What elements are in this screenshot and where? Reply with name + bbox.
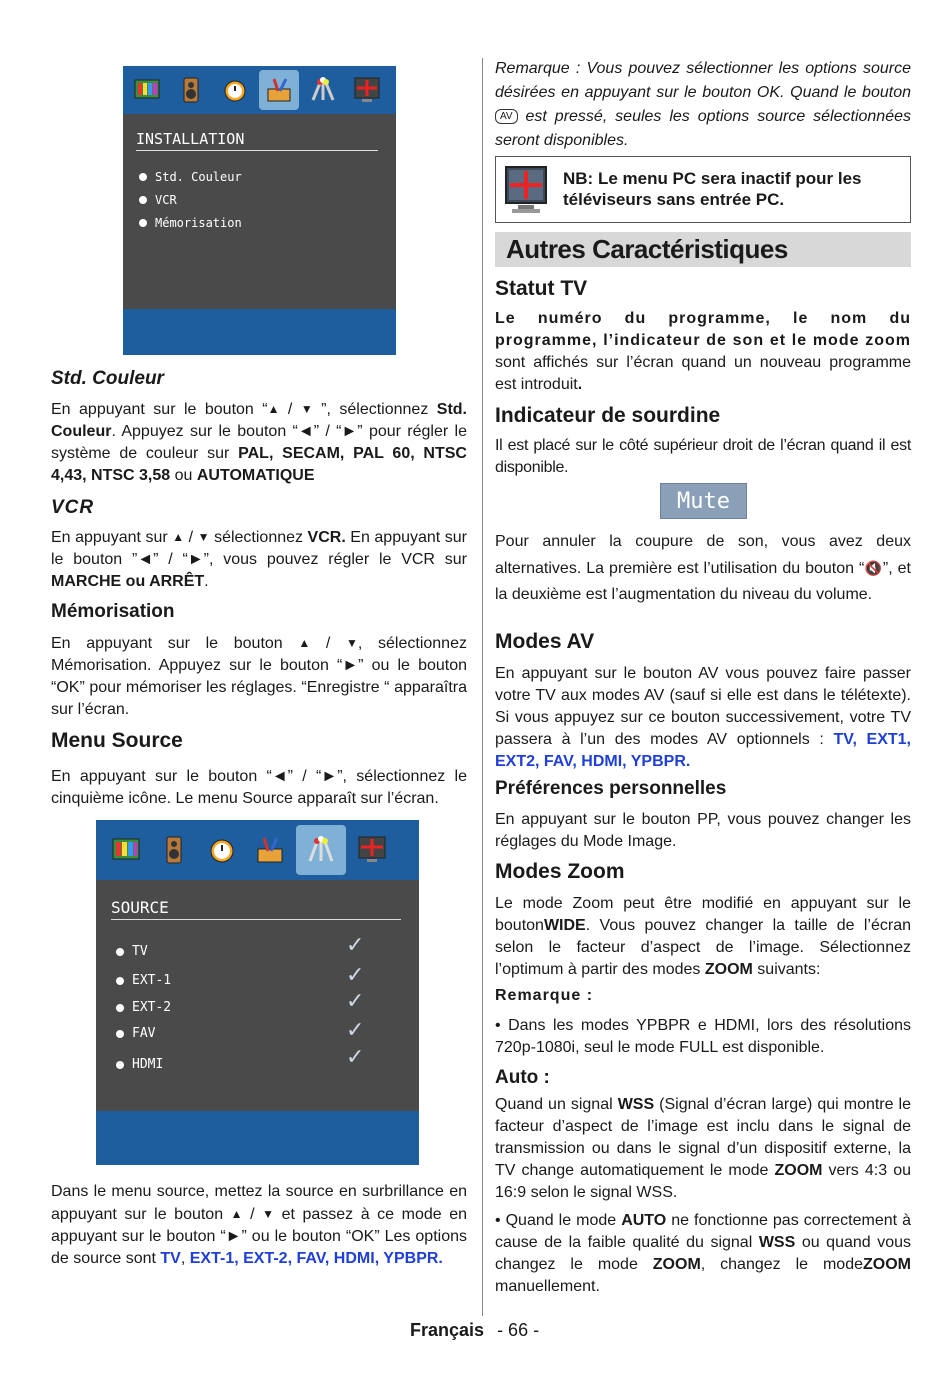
speaker-icon: [171, 70, 211, 110]
menu-title: INSTALLATION: [136, 130, 378, 151]
cables-icon: [296, 825, 346, 875]
source-item-tv: TV: [116, 944, 148, 959]
menu-footer: [123, 309, 396, 355]
menu-footer: [96, 1111, 419, 1165]
heading-indicateur-sourdine: Indicateur de sourdine: [495, 404, 721, 427]
footer-page-number: - 66 -: [497, 1320, 540, 1340]
menu-title: SOURCE: [111, 898, 401, 920]
statut-tv-text: Le numéro du programme, le nom du programme, l’indicateur de son et le mode zoom sont affichés sur l’écran quand un nouveau programme est introduit.: [495, 310, 911, 393]
modes-zoom-text: Le mode Zoom peut être modifié en appuyant sur le boutonWIDE. Vous pouvez changer la taille de l’écran selon le facteur d’aspect de l’image. Sélectionnez l’optimum à partir des modes ZOOM suivants:: [495, 895, 911, 978]
modes-av-text: En appuyant sur le bouton AV vous pouvez faire passer votre TV aux modes AV (sauf si elle est dans le télétexte). Si vous appuyez sur ce bouton successivement, votre TV passera à l’un des modes AV optionnels : TV, EXT1, EXT2, FAV, HDMI, YPBPR.: [495, 665, 912, 770]
source-options-text: Dans le menu source, mettez la source en surbrillance en appuyant sur le bouton ▲ / ▼ et passez à ce mode en appuyant sur le bouton “►” ou le bouton “OK” Les options de source sont TV, EXT-1, EXT-2, FAV, HDMI, YPBPR.: [51, 1183, 467, 1267]
footer-language: Français: [410, 1320, 485, 1340]
pc-monitor-icon: [347, 70, 387, 110]
remarque-source-text: Remarque : Vous pouvez sélectionner les options source désirées en appuyant sur le bouton OK. Quand le bouton AV est pressé, seules les options source sélectionnées seront disponibles.: [495, 60, 911, 149]
heading-modes-av: Modes AV: [495, 630, 595, 653]
speaker-icon: [152, 828, 196, 872]
memorisation-text: En appuyant sur le bouton ▲ / ▼, sélectionnez Mémorisation. Appuyez sur le bouton “►” ou le bouton “OK” pour mémoriser les réglages. “Enregistre “ apparaîtra sur l’écran.: [51, 635, 467, 718]
check-mark-icon: ✓: [346, 932, 365, 957]
mute-indicator: Mute: [660, 483, 747, 519]
mute-speaker-icon: 🔇: [864, 560, 883, 576]
picture-icon: [104, 828, 148, 872]
nb-note-text: NB: Le menu PC sera inactif pour les téléviseurs sans entrée PC.: [563, 169, 862, 209]
check-mark-icon: ✓: [346, 1044, 365, 1069]
auto-text: Quand un signal WSS (Signal d’écran large) qui montre le facteur d’aspect de l’image est inclu dans le signal de transmission ou dans le signal d’un dispositif externe, la TV change automatiquement le mode ZOOM vers 4:3 ou 16:9 selon le signal WSS.: [495, 1096, 911, 1201]
heading-auto: Auto :: [495, 1067, 550, 1088]
menu-icon-bar: [96, 820, 419, 880]
check-mark-icon: ✓: [346, 988, 365, 1013]
menu-source-text: En appuyant sur le bouton “◄” / “►”, sélectionnez le cinquième icône. Le menu Source apparaît sur l’écran.: [51, 768, 467, 807]
alarm-clock-icon: [215, 70, 255, 110]
auto-note-text: • Quand le mode AUTO ne fonctionne pas correctement à cause de la faible qualité du signal WSS ou quand vous changez le mode ZOOM, changez le modeZOOM manuellement.: [495, 1212, 912, 1295]
menu-item-std-couleur: Std. Couleur: [139, 170, 242, 184]
page-footer: [410, 1320, 539, 1341]
heading-menu-source: Menu Source: [51, 729, 183, 752]
alarm-clock-icon: [200, 828, 244, 872]
av-button-icon: AV: [495, 109, 518, 124]
cables-icon: [303, 70, 343, 110]
heading-vcr: VCR: [51, 497, 95, 518]
column-divider: [482, 58, 483, 1316]
menu-icon-bar: [123, 66, 396, 114]
source-item-fav: FAV: [116, 1026, 155, 1041]
tools-icon: [259, 70, 299, 110]
heading-remarque: Remarque :: [495, 987, 594, 1004]
heading-autres-caracteristiques: Autres Caractéristiques: [506, 234, 788, 264]
source-item-hdmi: HDMI: [116, 1057, 163, 1072]
pc-monitor-icon: [502, 165, 550, 215]
installation-menu-screenshot: [123, 66, 396, 355]
heading-memorisation: Mémorisation: [51, 601, 175, 622]
tools-icon: [248, 828, 292, 872]
source-menu-screenshot: [96, 820, 419, 1165]
menu-item-vcr: VCR: [139, 193, 177, 207]
source-item-ext2: EXT-2: [116, 1000, 171, 1015]
check-mark-icon: ✓: [346, 1017, 365, 1042]
std-couleur-text: En appuyant sur le bouton “▲ / ▼ ”, sélectionnez Std. Couleur. Appuyez sur le bouton “◄” / “►” pour régler le système de couleur sur PAL, SECAM, PAL 60, NTSC 4,43, NTSC 3,58 ou AUTOMATIQUE: [51, 401, 467, 484]
nb-note-box: [495, 156, 911, 223]
heading-std-couleur: Std. Couleur: [51, 368, 164, 389]
heading-preferences-personnelles: Préférences personnelles: [495, 778, 727, 799]
picture-icon: [127, 70, 167, 110]
pc-monitor-icon: [350, 828, 394, 872]
remarque-zoom-text: • Dans les modes YPBPR e HDMI, lors des résolutions 720p-1080i, seul le mode FULL est disponible.: [495, 1017, 911, 1056]
annuler-sourdine-text: Pour annuler la coupure de son, vous avez deux alternatives. La première est l’utilisation du bouton “🔇”, et la deuxième est l’augmentation du niveau du volume.: [495, 533, 911, 603]
source-item-ext1: EXT-1: [116, 973, 171, 988]
vcr-text: En appuyant sur ▲ / ▼ sélectionnez VCR. En appuyant sur le bouton ”◄” / “►”, vous pouvez régler le VCR sur MARCHE ou ARRÊT.: [51, 529, 467, 590]
heading-modes-zoom: Modes Zoom: [495, 860, 625, 883]
heading-statut-tv: Statut TV: [495, 277, 588, 300]
menu-item-memorisation: Mémorisation: [139, 216, 242, 230]
preferences-text: En appuyant sur le bouton PP, vous pouvez changer les réglages du Mode Image.: [495, 811, 911, 850]
sourdine-text: Il est placé sur le côté supérieur droit de l’écran quand il est disponible.: [495, 437, 911, 476]
check-mark-icon: ✓: [346, 962, 365, 987]
